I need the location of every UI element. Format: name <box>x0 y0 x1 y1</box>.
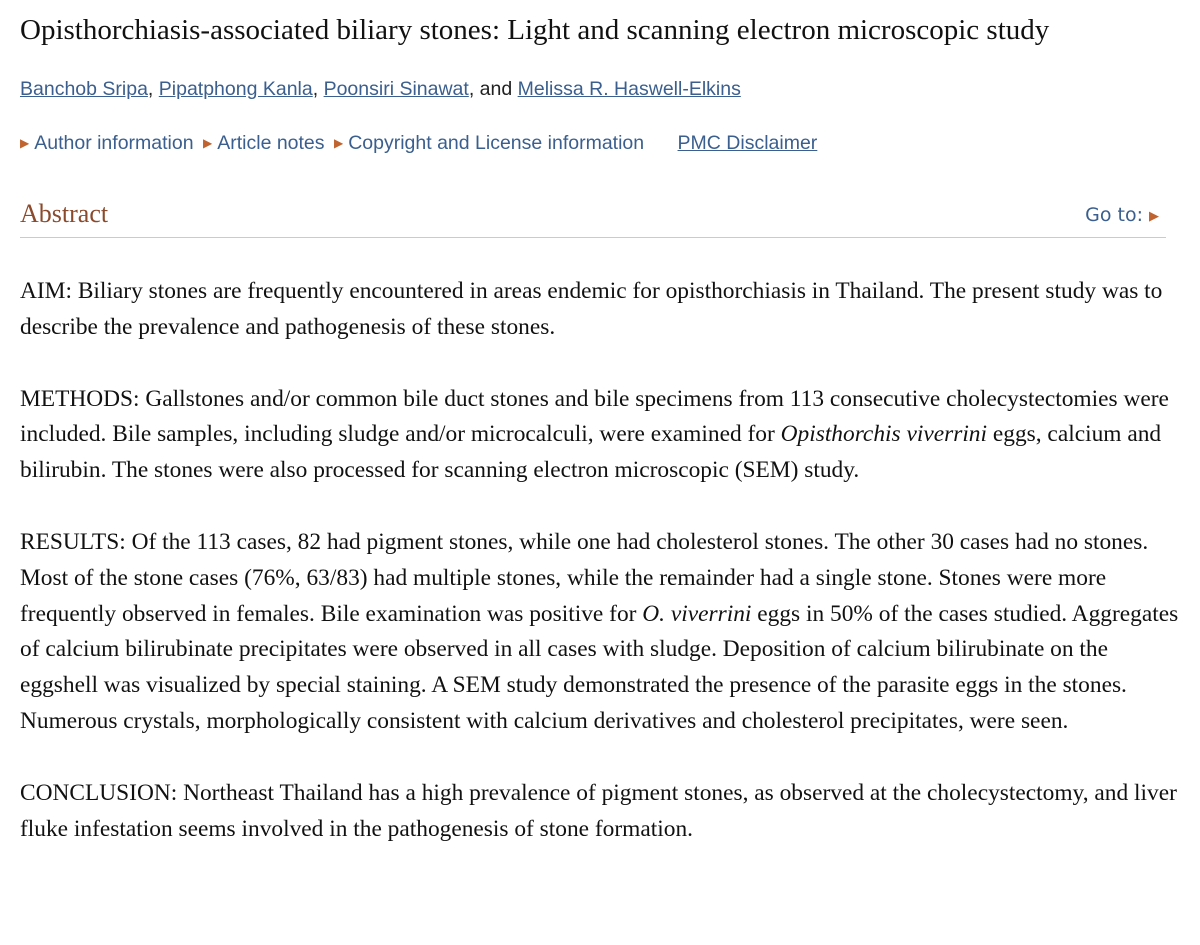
author-information-toggle[interactable] <box>20 132 194 154</box>
goto-button[interactable] <box>1085 204 1164 226</box>
copyright-toggle[interactable] <box>334 132 644 154</box>
article-title: Opisthorchiasis-associated biliary stones: Light and scanning electron microscopic study <box>20 14 1050 46</box>
author-link[interactable]: Poonsiri Sinawat <box>323 78 469 100</box>
italic-text: O. viverrini <box>642 600 752 627</box>
text: eggs, calcium and bilirubin. The stones were also processed for scanning electron microscopic (SEM) study. <box>20 421 1162 484</box>
label: Author information <box>34 132 194 154</box>
triangle-right-icon: ▶ <box>203 136 213 150</box>
italic-text: Opisthorchis viverrini <box>780 421 988 448</box>
triangle-right-icon: ▶ <box>20 136 30 150</box>
separator: , <box>147 78 159 100</box>
article-info-links <box>20 132 817 155</box>
label: Copyright and License information <box>348 132 645 154</box>
label: Article notes <box>217 132 325 154</box>
triangle-right-icon: ▶ <box>1149 209 1159 224</box>
text: METHODS: Gallstones and/or common bile duct stones and bile specimens from 113 consecutive cholecystectomies were included. Bile samples, including sludge and/or microcalculi, were examined for <box>20 385 1169 448</box>
abstract-body <box>20 274 1190 883</box>
abstract-paragraph <box>20 776 1190 848</box>
text: eggs in 50% of the cases studied. Aggregates of calcium bilirubinate precipitates were observed in all cases with sludge. Deposition of calcium bilirubinate on the eggshell was visualized by special staining. A SEM study demonstrated the presence of the parasite eggs in the stones. Numerous crystals, morphologically consistent with calcium derivatives and cholesterol precipitates, were seen. <box>20 600 1179 734</box>
author-list <box>20 78 741 101</box>
separator: , and <box>468 78 518 100</box>
separator: , <box>312 78 324 100</box>
abstract-paragraph <box>20 274 1190 346</box>
text: CONCLUSION: Northeast Thailand has a high prevalence of pigment stones, as observed at the cholecystectomy, and liver fluke infestation seems involved in the pathogenesis of stone formation. <box>20 779 1177 842</box>
author-link[interactable]: Banchob Sripa <box>20 78 148 100</box>
author-link[interactable]: Melissa R. Haswell-Elkins <box>517 78 741 100</box>
triangle-right-icon: ▶ <box>333 136 344 150</box>
author-link[interactable]: Pipatphong Kanla <box>158 78 313 100</box>
text: RESULTS: Of the 113 cases, 82 had pigment stones, while one had cholesterol stones. The other 30 cases had no stones. Most of the stone cases (76%, 63/83) had multiple stones, while the remainder had a single stone. Stones were more frequently observed in females. Bile examination was positive for <box>20 528 1149 627</box>
section-heading: Abstract <box>20 199 109 228</box>
text: AIM: Biliary stones are frequently encountered in areas endemic for opisthorchiasis in Thailand. The present study was to describe the prevalence and pathogenesis of these stones. <box>20 278 1163 340</box>
abstract-paragraph <box>20 525 1190 740</box>
abstract-paragraph <box>20 382 1190 489</box>
goto-label: Go to: <box>1085 204 1143 226</box>
divider <box>20 237 1166 238</box>
pmc-disclaimer-link[interactable]: PMC Disclaimer <box>677 132 818 154</box>
article-notes-toggle[interactable] <box>203 132 325 154</box>
